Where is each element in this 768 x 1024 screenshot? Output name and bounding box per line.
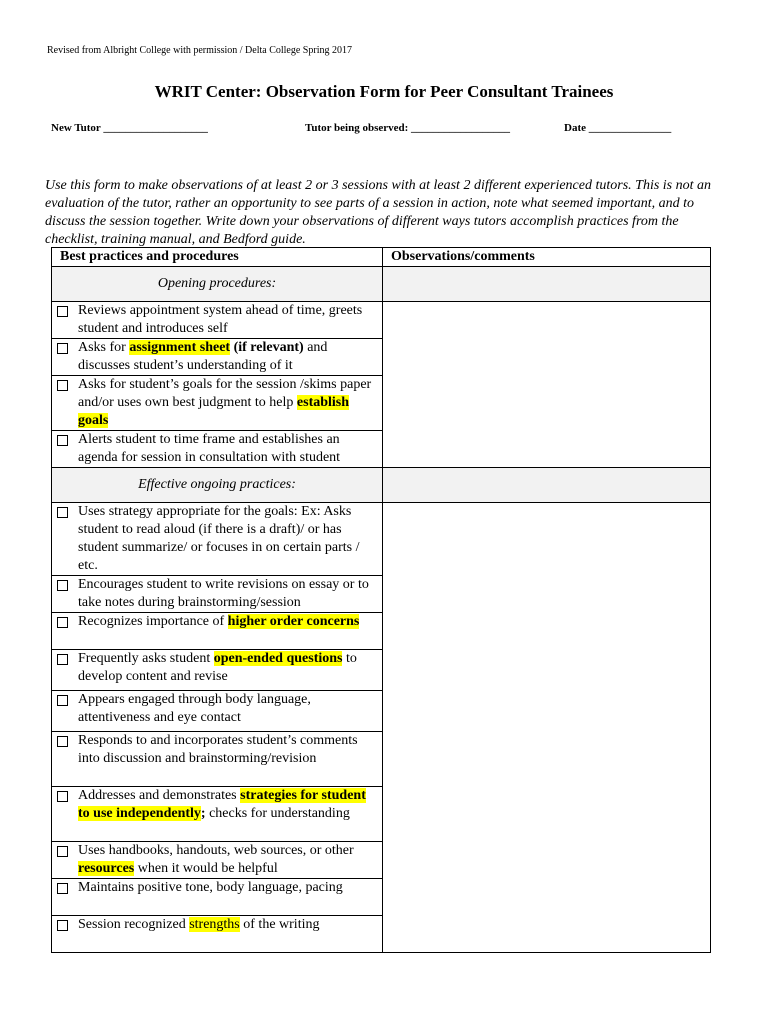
observations-cell[interactable] [383, 503, 711, 953]
observation-table [51, 247, 711, 953]
checklist-item-text: Recognizes importance of higher order concerns [78, 614, 360, 629]
checklist-item-text: Responds to and incorporates student’s comments into discussion and brainstorming/revision [78, 733, 358, 766]
checklist-item-text: Alerts student to time frame and establishes an agenda for session in consultation with student [78, 432, 341, 465]
section-header-row [52, 267, 711, 302]
checkbox[interactable] [57, 580, 68, 591]
checkbox[interactable] [57, 306, 68, 317]
checklist-item-text: Asks for assignment sheet (if relevant) and discusses student’s understanding of it [78, 340, 328, 373]
section-comment-cell [383, 267, 711, 302]
section-comment-cell [383, 468, 711, 503]
checklist-item-text: Frequently asks student open-ended questions to develop content and revise [78, 651, 357, 684]
section-header-row [52, 468, 711, 503]
checkbox[interactable] [57, 695, 68, 706]
checklist-item-text: Appears engaged through body language, attentiveness and eye contact [78, 692, 311, 725]
section-label: Opening procedures: [157, 276, 277, 291]
section-label: Effective ongoing practices: [138, 477, 296, 492]
checkbox[interactable] [57, 846, 68, 857]
column-header-practices: Best practices and procedures [52, 248, 383, 267]
new-tutor-field[interactable]: New Tutor ___________________ [51, 122, 208, 134]
checklist-item-text: Addresses and demonstrates strategies for student to use independently; checks for understanding [78, 788, 366, 821]
checklist-item-text: Encourages student to write revisions on essay or to take notes during brainstorming/session [78, 577, 369, 610]
checklist-row [52, 302, 711, 339]
page-title: WRIT Center: Observation Form for Peer Consultant Trainees [154, 82, 614, 101]
checkbox[interactable] [57, 654, 68, 665]
checkbox[interactable] [57, 920, 68, 931]
instructions-paragraph: Use this form to make observations of at least 2 or 3 sessions with at least 2 different experienced tutors. This is not an evaluation of the tutor, rather an opportunity to see parts of a session in action, note what seemed important, and to discuss the session together. Write down your observations of different ways tutors accomplish practices from the checklist, training manual, and Bedford guide. [45, 178, 712, 247]
checkbox[interactable] [57, 507, 68, 518]
checklist-item-text: Maintains positive tone, body language, pacing [78, 880, 343, 895]
observations-cell[interactable] [383, 302, 711, 468]
date-field[interactable]: Date _______________ [564, 122, 672, 134]
checklist-item-text: Asks for student’s goals for the session /skims paper and/or uses own best judgment to help establish goals [78, 377, 372, 428]
revision-note: Revised from Albright College with permission / Delta College Spring 2017 [47, 45, 352, 56]
checklist-item-text: Uses strategy appropriate for the goals: Ex: Asks student to read aloud (if there is a draft)/ or has student summarize/ or focuses in on certain parts / etc. [78, 504, 360, 573]
checklist-item-text: Reviews appointment system ahead of time, greets student and introduces self [78, 303, 363, 336]
checkbox[interactable] [57, 343, 68, 354]
tutor-observed-field[interactable]: Tutor being observed: __________________ [305, 122, 511, 134]
checkbox[interactable] [57, 883, 68, 894]
checklist-item-text: Session recognized strengths of the writing [78, 917, 320, 932]
checkbox[interactable] [57, 435, 68, 446]
checkbox[interactable] [57, 736, 68, 747]
checkbox[interactable] [57, 791, 68, 802]
checklist-item-text: Uses handbooks, handouts, web sources, or other resources when it would be helpful [78, 843, 354, 876]
column-header-observations: Observations/comments [383, 248, 711, 267]
checklist-row [52, 503, 711, 576]
checkbox[interactable] [57, 380, 68, 391]
checkbox[interactable] [57, 617, 68, 628]
